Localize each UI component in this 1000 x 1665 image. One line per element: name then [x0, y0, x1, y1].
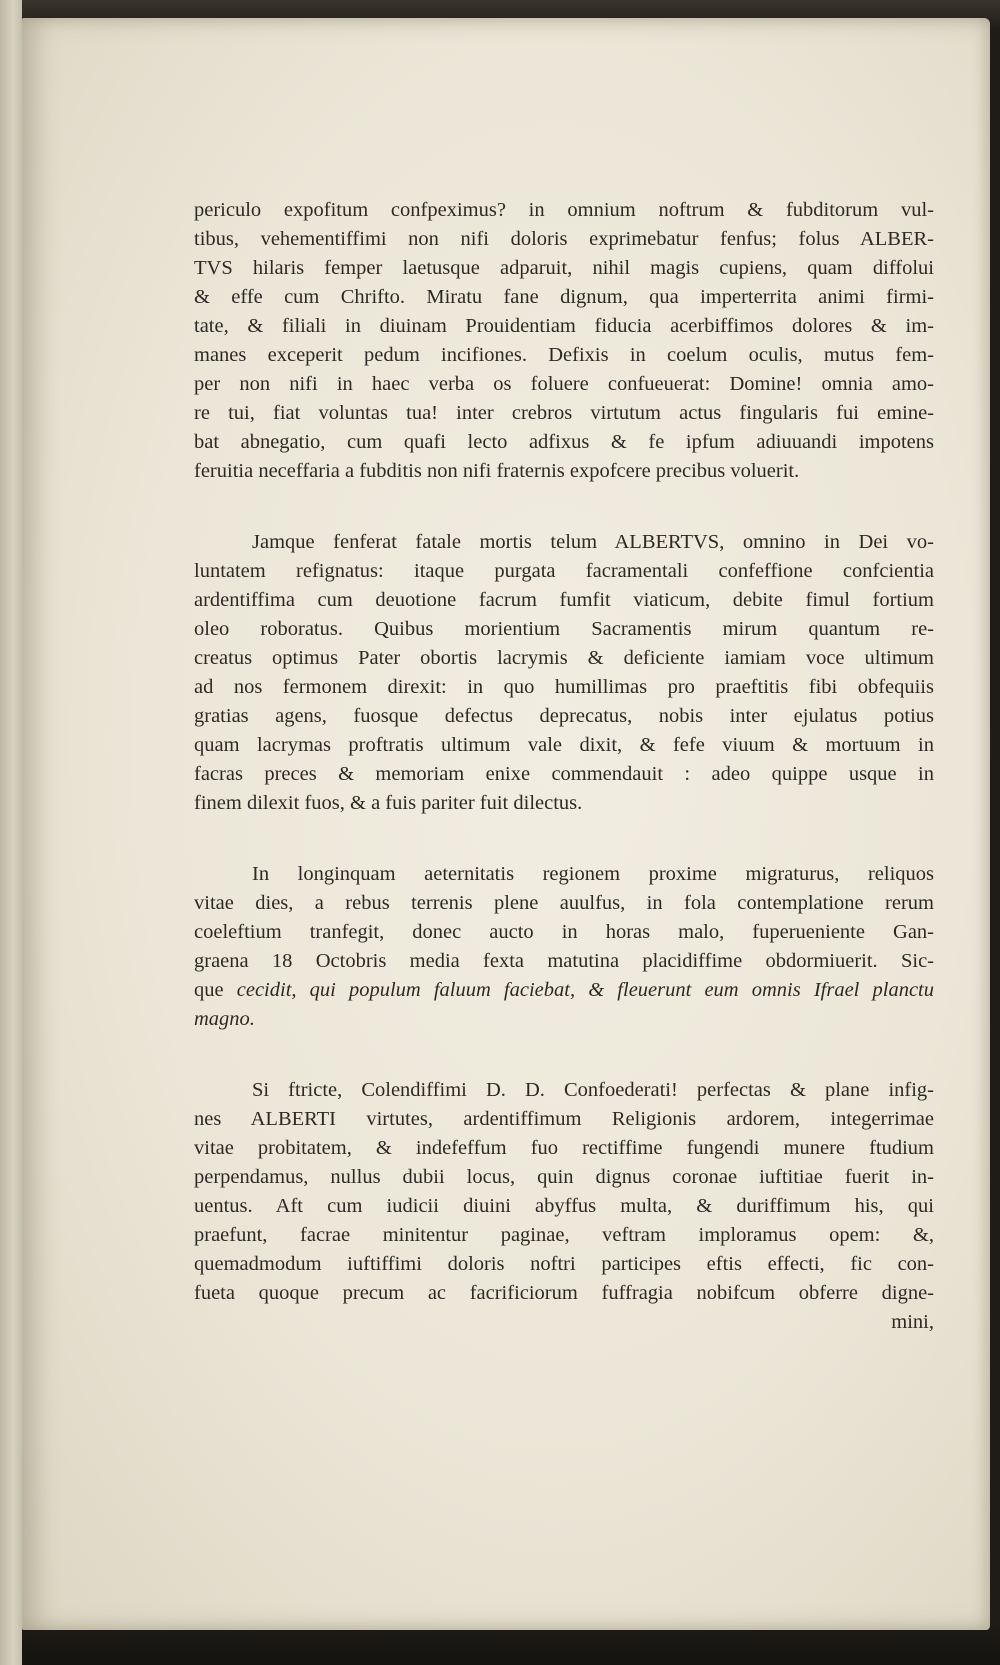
- text-line: finem dilexit fuos, & a fuis pariter fuit dilectus.: [194, 792, 583, 814]
- text-line: tibus, vehementiffimi non nifi doloris exprimebatur fenfus; folus ALBER-: [194, 228, 934, 250]
- text-line: nes ALBERTI virtutes, ardentiffimum Religionis ardorem, integerrimae: [194, 1108, 934, 1130]
- text-line: fueta quoque precum ac facrificiorum fuffragia nobifcum obferre digne-: [194, 1282, 934, 1304]
- text-line: manes exceperit pedum incifiones. Defixis in coelum oculis, mutus fem-: [194, 344, 934, 366]
- paragraph-4: [194, 1076, 934, 1337]
- text-line: Si ftricte, Colendiffimi D. D. Confoederati! perfectas & plane infig-: [252, 1079, 934, 1101]
- text-line: creatus optimus Pater obortis lacrymis & deficiente iamiam voce ultimum: [194, 647, 934, 669]
- text-line: facras preces & memoriam enixe commendauit : adeo quippe usque in: [194, 763, 934, 785]
- text-line: perpendamus, nullus dubii locus, quin dignus coronae iuftitiae fuerit in-: [194, 1166, 934, 1188]
- text-line: bat abnegatio, cum quafi lecto adfixus & fe ipfum adiuuandi impotens: [194, 431, 934, 453]
- text-line: re tui, fiat voluntas tua! inter crebros virtutum actus fingularis fui emine-: [194, 402, 934, 424]
- text-line: quam lacrymas proftratis ultimum vale dixit, & fefe viuum & mortuum in: [194, 734, 934, 756]
- text-line: In longinquam aeternitatis regionem proxime migraturus, reliquos: [252, 863, 934, 885]
- text-line: quemadmodum iuftiffimi doloris noftri participes eftis effecti, fic con-: [194, 1253, 934, 1275]
- text-line: & effe cum Chrifto. Miratu fane dignum, qua imperterrita animi firmi-: [194, 286, 934, 308]
- text-line: gratias agens, fuosque defectus deprecatus, nobis inter ejulatus potius: [194, 705, 934, 727]
- text-line: per non nifi in haec verba os foluere confueuerat: Domine! omnia amo-: [194, 373, 934, 395]
- paragraph-1: [194, 196, 934, 486]
- catchword: mini,: [891, 1311, 934, 1333]
- text-line-italic-quote: [194, 976, 934, 1005]
- text-line-prefix: que: [194, 979, 224, 1001]
- text-line: tate, & filiali in diuinam Prouidentiam fiducia acerbiffimos dolores & im-: [194, 315, 934, 337]
- text-line: luntatem refignatus: itaque purgata facramentali confeffione confcientia: [194, 560, 934, 582]
- text-line: ardentiffima cum deuotione facrum fumfit viaticum, debite fimul fortium: [194, 589, 934, 611]
- paragraph-2: [194, 528, 934, 818]
- text-line: coeleftium tranfegit, donec aucto in horas malo, fuperueniente Gan-: [194, 921, 934, 943]
- text-line: vitae probitatem, & indefeffum fuo rectiffime fungendi munere ftudium: [194, 1137, 934, 1159]
- text-line: vitae dies, a rebus terrenis plene auulfus, in fola contemplatione rerum: [194, 892, 934, 914]
- page-text-body: [194, 196, 934, 1337]
- book-binding-edge: [0, 0, 22, 1665]
- paragraph-3: [194, 860, 934, 1034]
- text-line: feruitia neceffaria a fubditis non nifi fraternis expofcere precibus voluerit.: [194, 460, 800, 482]
- text-line: ad nos fermonem direxit: in quo humillimas pro praeftitis fibi obfequiis: [194, 676, 934, 698]
- text-line: periculo expofitum confpeximus? in omnium noftrum & fubditorum vul-: [194, 199, 934, 221]
- biblical-quote: cecidit, qui populum faluum faciebat, & fleuerunt eum omnis Ifrael planctu: [236, 979, 935, 1001]
- text-line: praefunt, facrae minitentur paginae, veftram imploramus opem: &,: [194, 1224, 934, 1246]
- text-line: TVS hilaris femper laetusque adparuit, nihil magis cupiens, quam diffolui: [194, 257, 934, 279]
- text-line: graena 18 Octobris media fexta matutina placidiffime obdormiuerit. Sic-: [194, 950, 934, 972]
- text-line: uentus. Aft cum iudicii diuini abyffus multa, & duriffimum his, qui: [194, 1195, 934, 1217]
- text-line: Jamque fenferat fatale mortis telum ALBERTVS, omnino in Dei vo-: [252, 531, 934, 553]
- biblical-quote-end: magno.: [194, 1008, 255, 1030]
- text-line: oleo roboratus. Quibus morientium Sacramentis mirum quantum re-: [194, 618, 934, 640]
